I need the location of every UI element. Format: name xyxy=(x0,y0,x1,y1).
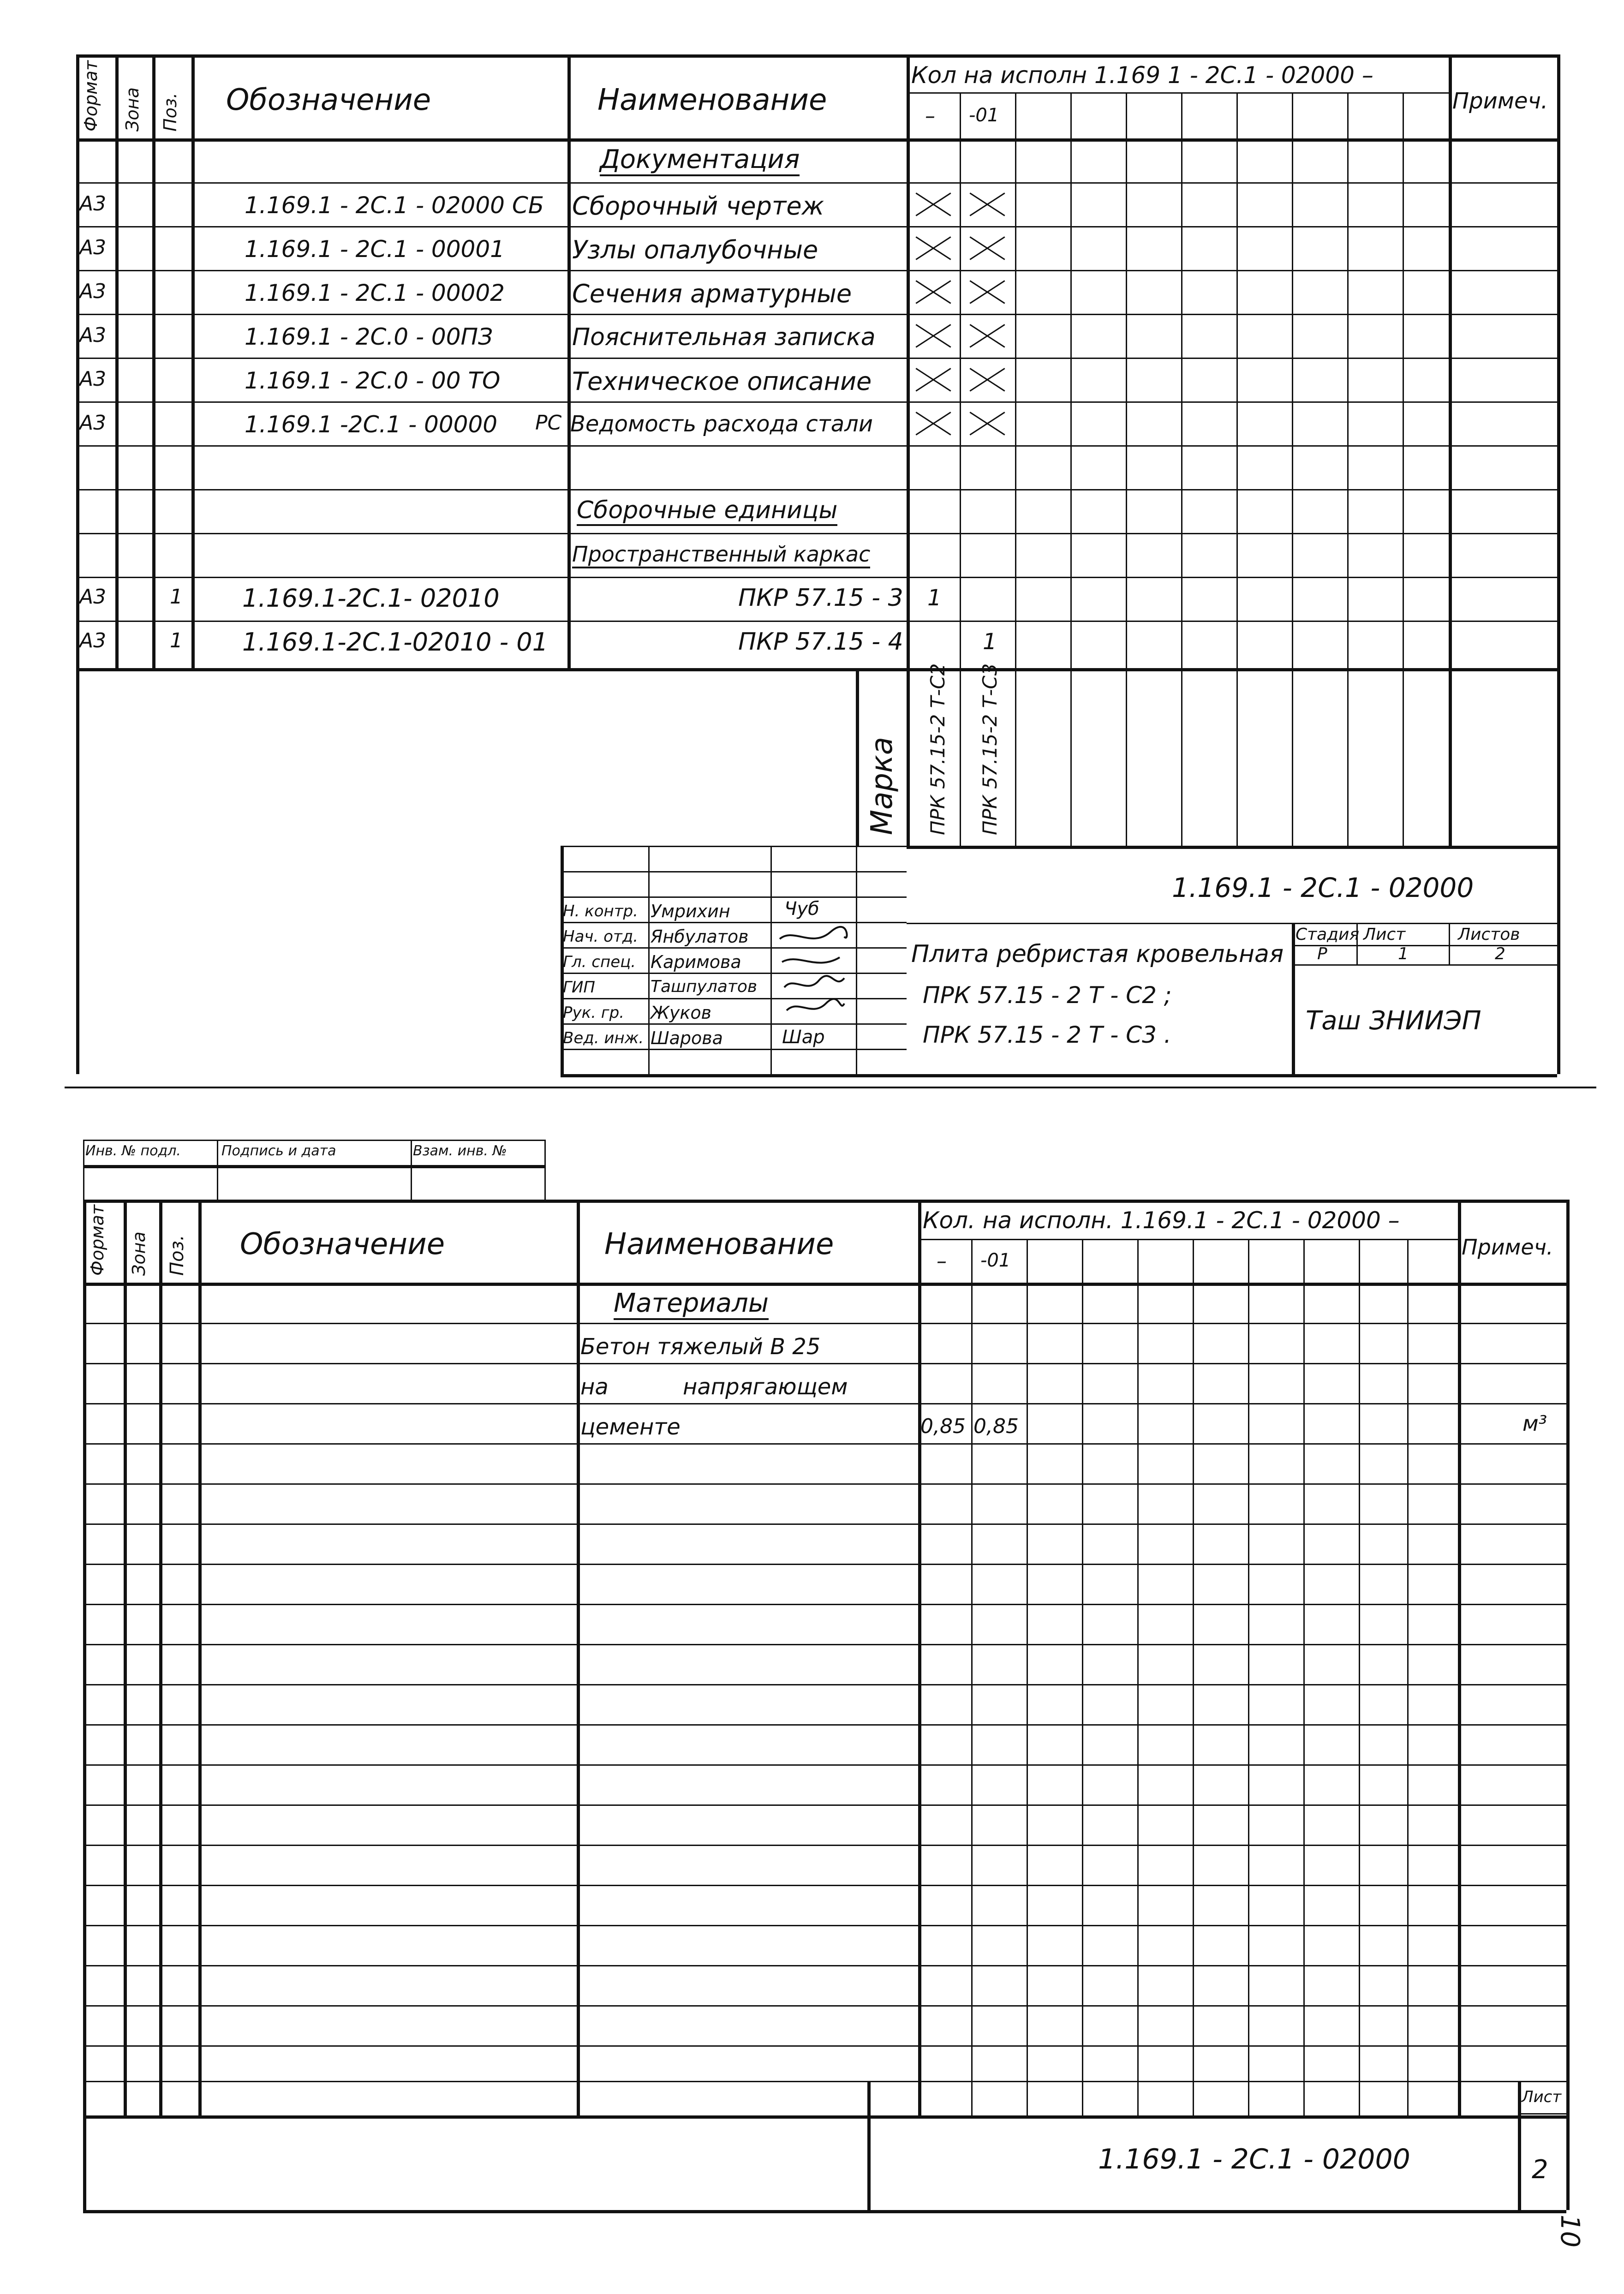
col-line xyxy=(152,54,155,668)
cross-mark-icon xyxy=(962,271,1013,313)
header-qty: Кол на исполн 1.169 1 - 2С.1 - 02000 – xyxy=(911,62,1373,89)
stamp-sheets-label: Листов xyxy=(1458,925,1520,944)
row-line xyxy=(83,1965,1566,1966)
unit-row-designation: 1.169.1-2С.1- 02010 xyxy=(242,584,500,613)
stamp-stage-label: Стадия xyxy=(1296,925,1360,944)
signer-name: Каримова xyxy=(651,952,741,972)
col-line xyxy=(567,54,571,668)
header-note: Примеч. xyxy=(1452,88,1548,114)
stamp-line xyxy=(1292,964,1557,966)
signer-role: ГИП xyxy=(563,978,595,997)
sheet-separator xyxy=(65,1087,1596,1088)
stamp-line xyxy=(1292,945,1557,946)
doc-row-format: А3 xyxy=(79,411,107,435)
material-line: цементе xyxy=(580,1414,681,1440)
marka-value: ПРК 57.15-2 Т-С2 xyxy=(926,663,949,835)
header-var1: – xyxy=(937,1249,947,1273)
stamp-sheet: 1 xyxy=(1398,944,1409,963)
row-line xyxy=(76,489,1557,490)
row-line xyxy=(907,92,1449,94)
material-line: Бетон тяжелый В 25 xyxy=(580,1334,821,1360)
row-line xyxy=(907,846,1557,849)
row-line xyxy=(83,1804,1566,1806)
row-line xyxy=(76,577,1557,578)
row-line xyxy=(83,1925,1566,1926)
col-line xyxy=(1359,1239,1360,2115)
header-zone: Зона xyxy=(122,87,143,131)
row-line xyxy=(83,1523,1566,1525)
sheet1-right-border xyxy=(1557,54,1560,1074)
row-line xyxy=(83,1644,1566,1645)
unit-row-format: А3 xyxy=(79,629,107,652)
col-line xyxy=(124,1200,127,2115)
row-line xyxy=(83,1885,1566,1886)
stamp-top-line xyxy=(83,1140,84,1200)
cross-mark-icon xyxy=(909,359,957,400)
stamp-top-line xyxy=(83,1140,544,1141)
row-line xyxy=(83,1845,1566,1846)
stamp-line xyxy=(561,998,907,999)
marka-divider xyxy=(856,668,859,846)
row-line xyxy=(76,445,1557,447)
col-line xyxy=(1015,92,1016,846)
signer-role: Вед. инж. xyxy=(563,1029,644,1047)
unit-row-pos: 1 xyxy=(170,585,183,609)
col-line xyxy=(1181,92,1182,846)
row-line xyxy=(83,1443,1566,1445)
doc-row-designation: 1.169.1 - 2С.0 - 00 ТО xyxy=(245,367,501,394)
material-qty2: 0,85 xyxy=(973,1415,1019,1438)
unit-row-pos: 1 xyxy=(170,629,183,652)
row-line xyxy=(83,2005,1566,2007)
row-line xyxy=(83,1363,1566,1364)
stamp-title-line2: ПРК 57.15 - 2 Т - С2 ; xyxy=(923,982,1172,1009)
signer-name: Шарова xyxy=(651,1028,723,1048)
stamp-line xyxy=(648,846,650,1074)
unit-row-name: ПКР 57.15 - 4 xyxy=(738,628,903,656)
unit-row-qty2: 1 xyxy=(983,629,997,655)
col-line xyxy=(1126,92,1127,846)
stamp-top-line xyxy=(544,1140,546,1200)
row-line xyxy=(918,1239,1458,1240)
col-line xyxy=(1458,1200,1461,2115)
row-line xyxy=(83,1283,1566,1286)
material-line: на xyxy=(580,1374,609,1400)
row-line xyxy=(83,2081,1566,2082)
row-line xyxy=(76,138,1557,142)
col-line xyxy=(1082,1239,1083,2115)
footer-sheet-number: 2 xyxy=(1532,2155,1548,2185)
sign-date-label: Подпись и дата xyxy=(221,1143,336,1159)
col-line xyxy=(1248,1239,1249,2115)
footer-code: 1.169.1 - 2С.1 - 02000 xyxy=(1098,2143,1410,2175)
doc-row-designation: 1.169.1 - 2С.1 - 02000 СБ xyxy=(245,192,544,219)
header-pos: Поз. xyxy=(160,92,180,131)
stamp-sheets: 2 xyxy=(1495,944,1505,963)
col-line xyxy=(1070,92,1072,846)
stamp-line xyxy=(770,846,772,1074)
material-line: напрягающем xyxy=(683,1374,848,1400)
vzam-label: Взам. инв. № xyxy=(413,1143,507,1159)
signer-role: Гл. спец. xyxy=(563,953,636,971)
stamp-line xyxy=(561,922,907,923)
doc-row-name: Пояснительная записка xyxy=(572,323,876,351)
signer-name: Умрихин xyxy=(651,901,730,921)
doc-row-name: Ведомость расхода стали xyxy=(570,411,873,437)
header-zone: Зона xyxy=(129,1231,149,1276)
stamp-line xyxy=(561,896,907,898)
sheet1-top-border xyxy=(76,54,1557,58)
marka-value: ПРК 57.15-2 Т-С3 xyxy=(979,663,1001,835)
stamp-line xyxy=(561,1049,907,1050)
signer-role: Рук. гр. xyxy=(563,1004,625,1022)
row-line xyxy=(76,314,1557,315)
header-name: Наименование xyxy=(597,83,827,117)
row-line xyxy=(76,226,1557,227)
section-materials: Материалы xyxy=(614,1290,769,1320)
cross-mark-icon xyxy=(962,184,1013,225)
unit-row-format: А3 xyxy=(79,585,107,609)
cross-mark-icon xyxy=(909,271,957,313)
footer-sheet-label: Лист xyxy=(1522,2088,1562,2106)
stamp-line xyxy=(561,1023,907,1025)
doc-row-suffix: РС xyxy=(535,411,562,435)
col-line xyxy=(1347,92,1349,846)
header-qty: Кол. на исполн. 1.169.1 - 2С.1 - 02000 – xyxy=(923,1207,1400,1234)
cross-mark-icon xyxy=(909,403,957,444)
doc-row-designation: 1.169.1 - 2С.1 - 00002 xyxy=(245,280,505,306)
doc-row-format: А3 xyxy=(79,367,107,391)
row-line xyxy=(76,358,1557,359)
col-line xyxy=(1303,1239,1305,2115)
stamp-title-line1: Плита ребристая кровельная xyxy=(911,940,1284,968)
signer-signature: Чуб xyxy=(784,898,819,920)
section-documentation: Документация xyxy=(600,147,800,176)
col-line xyxy=(191,54,195,668)
row-line xyxy=(83,1483,1566,1485)
stamp-stage: Р xyxy=(1317,944,1327,963)
row-line xyxy=(83,1684,1566,1685)
row-line xyxy=(76,182,1557,184)
sheet1-bottom-border xyxy=(561,1074,1557,1077)
sheet2-left-border xyxy=(83,1200,86,2210)
signer-role: Н. контр. xyxy=(563,902,638,920)
unit-row-designation: 1.169.1-2С.1-02010 - 01 xyxy=(242,627,548,657)
subsection-frame: Пространственный каркас xyxy=(572,544,870,568)
footer-line xyxy=(1518,2113,1566,2115)
stamp-line xyxy=(561,846,907,847)
doc-row-name: Узлы опалубочные xyxy=(572,235,818,264)
row-line xyxy=(83,2115,1566,2119)
signer-signature: Шар xyxy=(782,1027,825,1048)
row-line xyxy=(83,1564,1566,1565)
doc-row-name: Сечения арматурные xyxy=(572,279,852,308)
doc-row-designation: 1.169.1 - 2С.0 - 00ПЗ xyxy=(245,323,493,350)
header-var2: -01 xyxy=(980,1250,1011,1271)
col-line xyxy=(115,54,119,668)
signer-role: Нач. отд. xyxy=(563,927,639,946)
signer-name: Жуков xyxy=(651,1003,712,1023)
header-name: Наименование xyxy=(604,1227,834,1261)
sheet2-right-border xyxy=(1566,1200,1570,2210)
doc-row-name: Техническое описание xyxy=(572,367,872,396)
col-line xyxy=(1027,1239,1028,2115)
doc-row-name: Сборочный чертеж xyxy=(572,191,824,221)
doc-row-format: А3 xyxy=(79,323,107,347)
stamp-line xyxy=(856,846,857,1074)
stamp-title-line3: ПРК 57.15 - 2 Т - С3 . xyxy=(923,1022,1171,1048)
footer-line xyxy=(1518,2081,1521,2210)
row-line xyxy=(83,1724,1566,1726)
row-line xyxy=(83,1323,1566,1324)
stamp-line xyxy=(561,947,907,949)
unit-row-qty1: 1 xyxy=(927,585,942,611)
row-line xyxy=(76,533,1557,534)
material-qty1: 0,85 xyxy=(920,1415,966,1438)
header-pos: Поз. xyxy=(167,1235,188,1276)
col-line xyxy=(1193,1239,1194,2115)
col-line xyxy=(1236,92,1238,846)
signer-name: Янбулатов xyxy=(651,926,749,947)
cross-mark-icon xyxy=(909,227,957,269)
row-line xyxy=(76,270,1557,271)
col-line xyxy=(159,1200,162,2115)
col-line xyxy=(198,1200,202,2115)
stamp-line xyxy=(561,973,907,974)
stamp-line xyxy=(907,923,1557,924)
col-line xyxy=(1407,1239,1409,2115)
doc-row-designation: 1.169.1 -2С.1 - 00000 xyxy=(245,411,498,438)
cross-mark-icon xyxy=(962,403,1013,444)
doc-row-format: А3 xyxy=(79,280,107,303)
col-line xyxy=(1403,92,1404,846)
stamp-top-line xyxy=(411,1140,412,1200)
stamp-code: 1.169.1 - 2С.1 - 02000 xyxy=(1172,872,1474,903)
doc-row-designation: 1.169.1 - 2С.1 - 00001 xyxy=(245,236,505,263)
header-format: Формат xyxy=(81,60,101,131)
row-line xyxy=(76,668,1557,671)
row-line xyxy=(83,1403,1566,1404)
sheet2-bottom-border xyxy=(83,2210,1566,2213)
col-line xyxy=(971,1239,973,2115)
row-line xyxy=(83,2045,1566,2047)
col-line xyxy=(907,54,910,846)
row-line xyxy=(83,1604,1566,1605)
stamp-top-line xyxy=(83,1165,544,1168)
header-designation: Обозначение xyxy=(240,1227,445,1261)
stamp-organization: Таш ЗНИИЭП xyxy=(1306,1006,1481,1036)
marka-label: Марка xyxy=(865,737,899,835)
stamp-top-line xyxy=(217,1140,218,1200)
page-number: 10 xyxy=(1555,2215,1585,2248)
col-line xyxy=(960,92,961,846)
col-line xyxy=(1449,54,1452,846)
row-line xyxy=(76,401,1557,403)
footer-line xyxy=(867,2081,871,2210)
col-line xyxy=(1292,92,1293,846)
cross-mark-icon xyxy=(962,359,1013,400)
col-line xyxy=(1137,1239,1139,2115)
section-assembly-units: Сборочные единицы xyxy=(577,498,837,526)
cross-mark-icon xyxy=(962,227,1013,269)
row-line xyxy=(76,621,1557,622)
stamp-line xyxy=(561,871,907,872)
inv-label: Инв. № подл. xyxy=(85,1143,181,1159)
cross-mark-icon xyxy=(962,315,1013,357)
header-var1: – xyxy=(925,104,935,128)
sheet1-left-border xyxy=(76,54,79,1074)
cross-mark-icon xyxy=(909,184,957,225)
header-format: Формат xyxy=(87,1204,107,1276)
col-line xyxy=(577,1200,580,2115)
doc-row-format: А3 xyxy=(79,236,107,259)
sheet2-top-border xyxy=(83,1200,1566,1203)
unit-row-name: ПКР 57.15 - 3 xyxy=(738,584,903,612)
signer-name: Ташпулатов xyxy=(651,977,758,996)
stamp-sheet-label: Лист xyxy=(1363,925,1406,944)
header-var2: -01 xyxy=(969,105,999,126)
material-unit: м³ xyxy=(1522,1411,1547,1436)
header-note: Примеч. xyxy=(1462,1235,1553,1260)
cross-mark-icon xyxy=(909,315,957,357)
signatures-graphic xyxy=(775,925,854,1027)
doc-row-format: А3 xyxy=(79,192,107,215)
col-line xyxy=(918,1200,921,2115)
row-line xyxy=(83,1764,1566,1766)
stamp-line xyxy=(1449,923,1450,964)
header-designation: Обозначение xyxy=(226,83,431,117)
